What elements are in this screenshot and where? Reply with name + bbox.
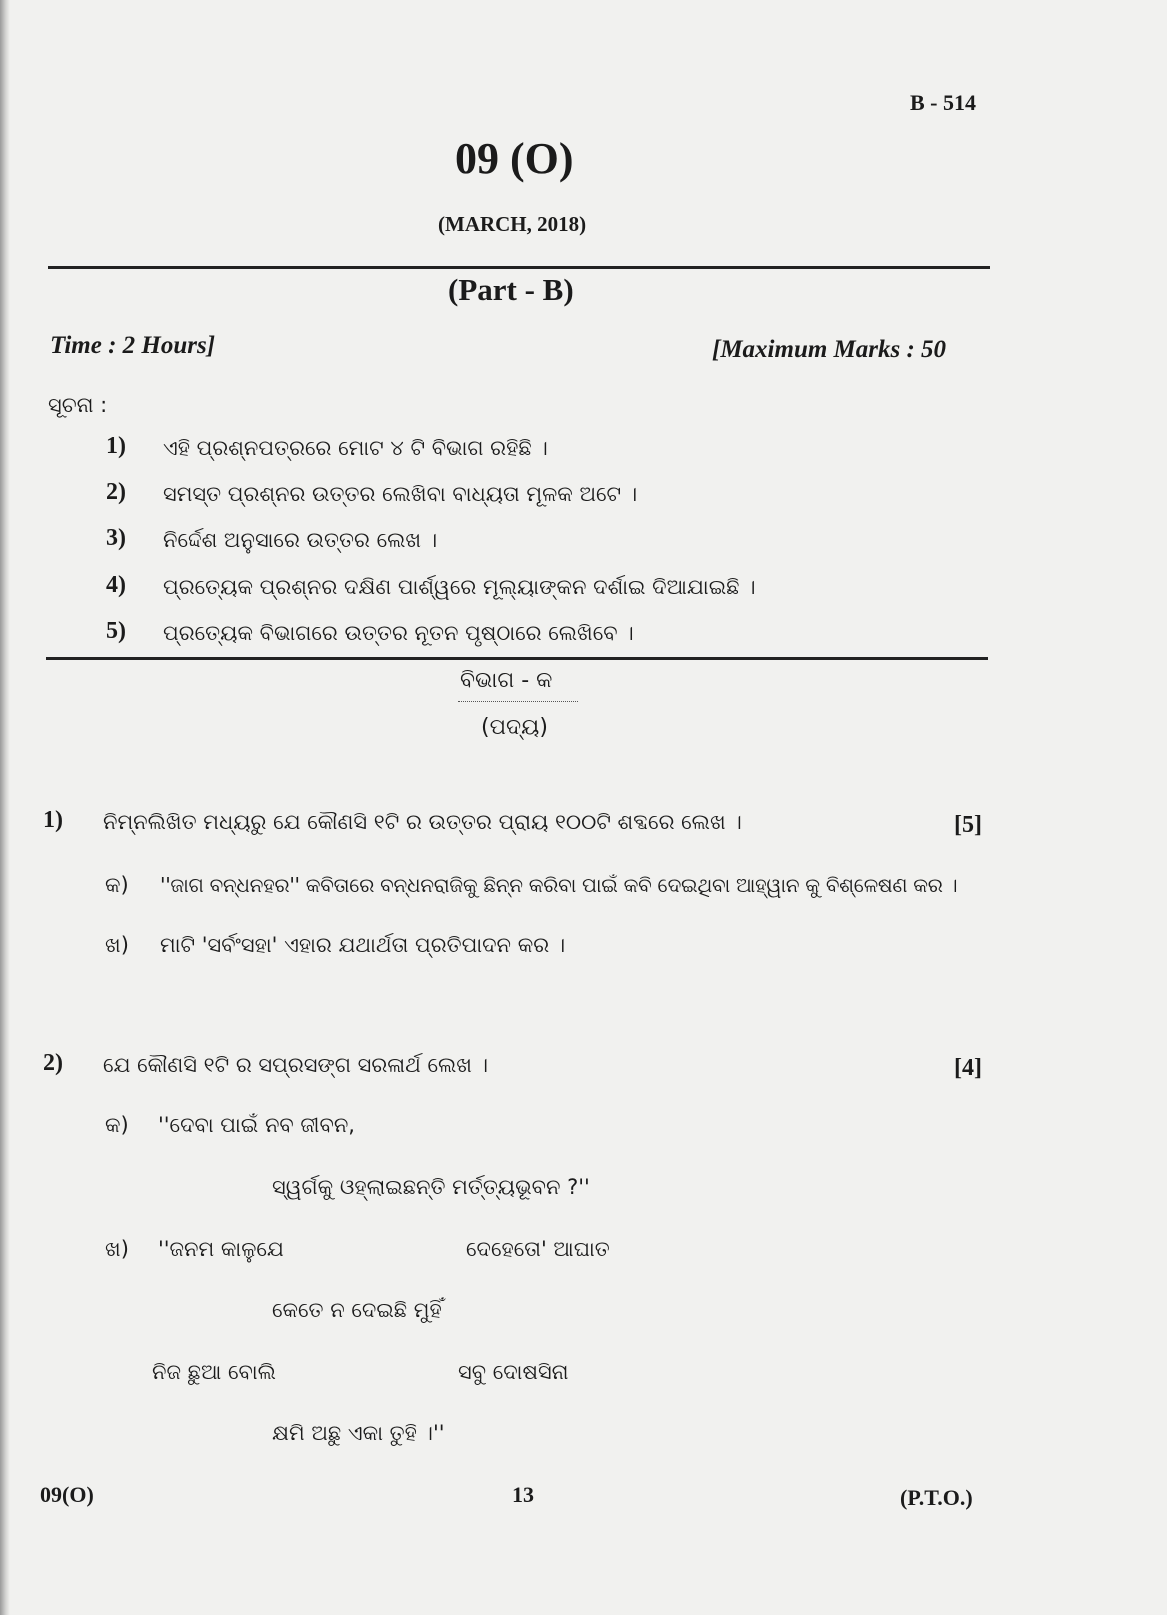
verse-line: କେତେ ନ ଦେଇଛି ମୁହିଁ [272, 1298, 442, 1322]
verse-line: କ୍ଷମି ଅଛୁ ଏକା ତୁହି ।'' [272, 1421, 445, 1445]
subject-code: 09 (O) [455, 134, 574, 183]
verse-line: ଦେହେତୋ' ଆଘାତ [466, 1237, 610, 1261]
maximum-marks: [Maximum Marks : 50 [712, 336, 947, 363]
instructions-rule-bottom [46, 657, 988, 660]
paper-code: B - 514 [910, 90, 976, 115]
page-edge [0, 0, 10, 1615]
instructions-label: ସୂଚନା : [48, 393, 108, 417]
instruction-number: 1) [106, 433, 126, 459]
question-number: 1) [43, 807, 63, 833]
option-label: ଖ) [105, 933, 129, 957]
instruction-number: 3) [106, 525, 126, 551]
part-title: (Part - B) [448, 272, 574, 307]
instruction-number: 2) [106, 479, 126, 505]
question-text: ନିମ୍ନଲିଖିତ ମଧ୍ୟରୁ ଯେ କୌଣସି ୧ଟି ର ଉତ୍ତର ପ୍ରାୟ ୧୦୦ଟି ଶବ୍ଦରେ ଲେଖ । [103, 810, 742, 834]
verse-line: ''ଜନମ କାଳୁଯେ [158, 1237, 284, 1261]
page-number: 13 [512, 1482, 534, 1507]
verse-line: ସ୍ୱର୍ଗକୁ ଓହ୍ଲାଇଛନ୍ତି ମର୍ତ୍ତ୍ୟଭୂବନ ?'' [272, 1175, 590, 1199]
instruction-text: ନିର୍ଦ୍ଦେଶ ଅନୁସାରେ ଉତ୍ତର ଲେଖ । [163, 528, 438, 552]
question-marks: [4] [954, 1055, 982, 1081]
option-label: ଖ) [105, 1237, 129, 1261]
verse-line: ସବୁ ଦୋଷସିନା [458, 1360, 569, 1384]
question-marks: [5] [954, 812, 982, 838]
instruction-text: ସମସ୍ତ ପ୍ରଶ୍ନର ଉତ୍ତର ଲେଖିବା ବାଧ୍ୟତା ମୂଳକ ଅଟେ । [163, 482, 638, 506]
question-number: 2) [43, 1050, 63, 1076]
instruction-text: ପ୍ରତ୍ୟେକ ପ୍ରଶ୍ନର ଦକ୍ଷିଣ ପାର୍ଶ୍ୱରେ ମୂଲ୍ୟାଙ୍କନ ଦର୍ଶାଇ ଦିଆଯାଇଛି । [163, 575, 756, 599]
option-label: କ) [105, 1113, 129, 1137]
header-rule-top [48, 266, 990, 269]
section-title: ବିଭାଗ - କ [460, 668, 553, 693]
option-label: କ) [105, 873, 129, 897]
question-text: ଯେ କୌଣସି ୧ଟି ର ସପ୍ରସଙ୍ଗ ସରଳାର୍ଥ ଲେଖ । [103, 1053, 489, 1077]
instruction-number: 4) [106, 572, 126, 598]
footer-subject-code: 09(O) [40, 1482, 94, 1507]
instruction-text: ଏହି ପ୍ରଶ୍ନପତ୍ରରେ ମୋଟ ୪ ଟି ବିଭାଗ ରହିଛି । [163, 436, 548, 460]
session: (MARCH, 2018) [438, 212, 587, 236]
verse-line: ''ଦେବା ପାଇଁ ନବ ଜୀବନ, [158, 1113, 355, 1137]
pto-marker: (P.T.O.) [900, 1485, 973, 1510]
instruction-text: ପ୍ରତ୍ୟେକ ବିଭାଗରେ ଉତ୍ତର ନୂତନ ପୃଷ୍ଠାରେ ଲେଖିବେ । [163, 621, 634, 645]
section-subtitle: (ପଦ୍ୟ) [481, 715, 548, 740]
verse-line: ନିଜ ଛୁଆ ବୋଲି [152, 1360, 276, 1384]
time-allowed: Time : 2 Hours] [50, 332, 216, 359]
option-text: ''ଜାଗ ବନ୍ଧନହର'' କବିତାରେ ବନ୍ଧନରାଜିକୁ ଛିନ୍ନ କରିବା ପାଇଁ କବି ଦେଇଥିବା ଆହ୍ୱାନ କୁ ବିଶ୍ଳେଷଣ କର । [160, 873, 958, 897]
option-text: ମାଟି 'ସର୍ବଂସହା' ଏହାର ଯଥାର୍ଥତା ପ୍ରତିପାଦନ କର । [160, 933, 566, 957]
section-title-underline [458, 701, 578, 702]
instruction-number: 5) [106, 618, 126, 644]
